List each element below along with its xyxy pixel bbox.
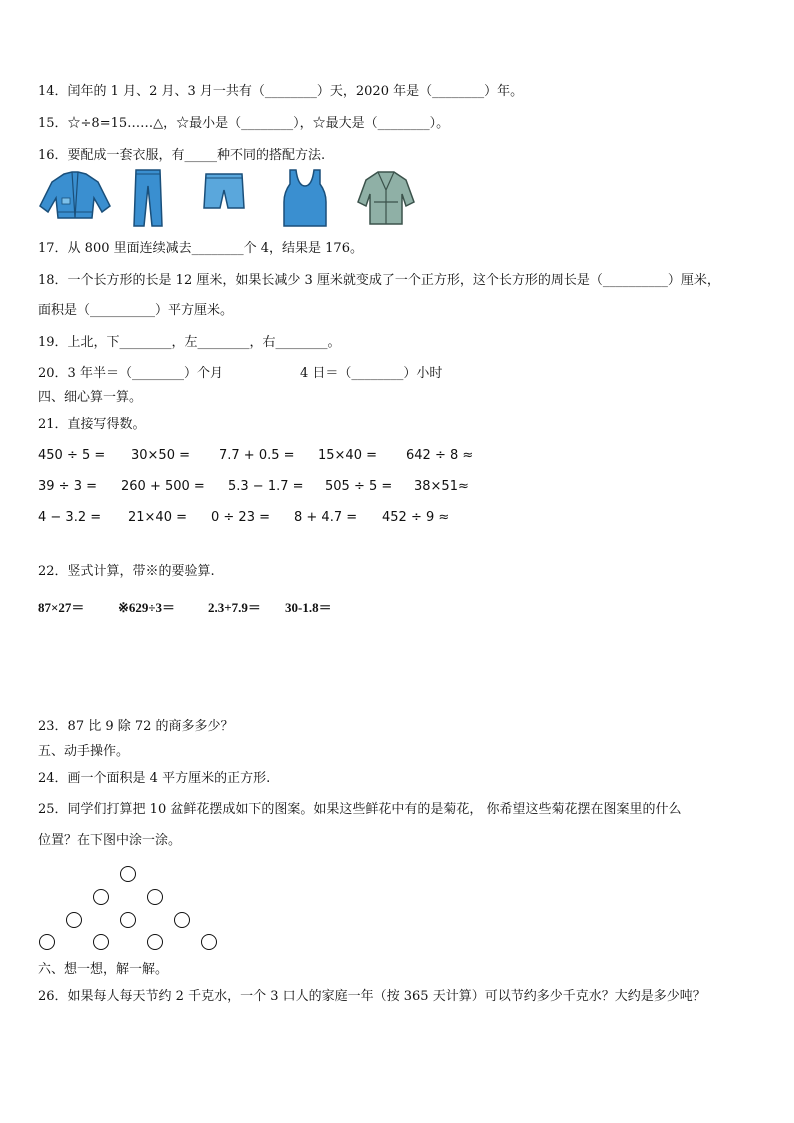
- flower-pattern: [30, 860, 230, 960]
- flower-circle[interactable]: [120, 912, 136, 928]
- vertical-calc-item: 87×27＝: [38, 600, 85, 615]
- question-15: 15．☆÷8=15……△，☆最小是（________），☆最大是（________）。: [38, 116, 450, 131]
- calc-row-3: [38, 510, 498, 528]
- pants-icon: [126, 168, 170, 228]
- calc-item: 7.7 + 0.5 =: [219, 448, 295, 463]
- question-14: 14．闰年的 1 月、2 月、3 月一共有（________）天，2020 年是（________）年。: [38, 84, 524, 99]
- question-18-line2: 面积是（__________）平方厘米。: [38, 303, 234, 318]
- clothes-images: [38, 168, 418, 232]
- calc-row-2: [38, 479, 498, 497]
- question-20-part2: 4 日＝（________）小时: [300, 366, 443, 381]
- calc-item: 15×40 =: [318, 448, 378, 463]
- flower-circle[interactable]: [66, 912, 82, 928]
- question-25-line2: 位置？在下图中涂一涂。: [38, 833, 182, 848]
- vertical-calc-item: 30-1.8＝: [285, 600, 332, 615]
- calc-item: 0 ÷ 23 =: [211, 510, 270, 525]
- section-5-heading: 五、动手操作。: [38, 744, 130, 759]
- calc-item: 450 ÷ 5 =: [38, 448, 106, 463]
- question-18-line1: 18．一个长方形的长是 12 厘米，如果长减少 3 厘米就变成了一个正方形，这个长方形的周长是（__________）厘米，: [38, 273, 720, 288]
- question-25-line1: 25．同学们打算把 10 盆鲜花摆成如下的图案。如果这些鲜花中有的是菊花， 你希望这些菊花摆在图案里的什么: [38, 802, 682, 817]
- question-19: 19．上北，下________，左________，右________。: [38, 335, 341, 350]
- question-26: 26．如果每人每天节约 2 千克水，一个 3 口人的家庭一年（按 365 天计算）可以节约多少千克水？大约是多少吨？: [38, 989, 706, 1004]
- calc-item: 21×40 =: [128, 510, 188, 525]
- jacket-icon: [38, 168, 112, 224]
- flower-circle[interactable]: [120, 866, 136, 882]
- calc-item: 38×51≈: [414, 479, 469, 494]
- flower-circle[interactable]: [147, 934, 163, 950]
- calc-item: 452 ÷ 9 ≈: [382, 510, 450, 525]
- question-22: 22．竖式计算，带※的要验算.: [38, 564, 215, 579]
- section-4-heading: 四、细心算一算。: [38, 390, 143, 405]
- calc-item: 30×50 =: [131, 448, 191, 463]
- calc-item: 505 ÷ 5 =: [325, 479, 393, 494]
- question-16: 16．要配成一套衣服，有_____种不同的搭配方法.: [38, 148, 326, 163]
- question-20-part1: 20．3 年半＝（________）个月: [38, 366, 223, 381]
- calc-row-1: [38, 448, 498, 466]
- calc-item: 4 − 3.2 =: [38, 510, 102, 525]
- flower-circle[interactable]: [93, 889, 109, 905]
- vertical-calc-item: ※629÷3＝: [118, 600, 176, 615]
- question-24: 24．画一个面积是 4 平方厘米的正方形.: [38, 771, 271, 786]
- coat-icon: [356, 168, 416, 228]
- calc-item: 39 ÷ 3 =: [38, 479, 97, 494]
- question-21: 21．直接写得数。: [38, 417, 146, 432]
- calc-item: 260 + 500 =: [121, 479, 205, 494]
- vertical-calc-item: 2.3+7.9＝: [208, 600, 261, 615]
- flower-circle[interactable]: [174, 912, 190, 928]
- flower-circle[interactable]: [93, 934, 109, 950]
- calc-item: 5.3 − 1.7 =: [228, 479, 304, 494]
- flower-circle[interactable]: [201, 934, 217, 950]
- flower-circle[interactable]: [147, 889, 163, 905]
- shorts-icon: [202, 168, 246, 214]
- section-6-heading: 六、想一想，解一解。: [38, 962, 169, 977]
- vertical-calc-row: [38, 597, 498, 615]
- question-17: 17．从 800 里面连续减去________个 4，结果是 176。: [38, 241, 363, 256]
- calc-item: 642 ÷ 8 ≈: [406, 448, 474, 463]
- flower-circle[interactable]: [39, 934, 55, 950]
- question-23: 23．87 比 9 除 72 的商多多少？: [38, 719, 234, 734]
- calc-item: 8 + 4.7 =: [294, 510, 358, 525]
- tank-top-icon: [282, 168, 328, 228]
